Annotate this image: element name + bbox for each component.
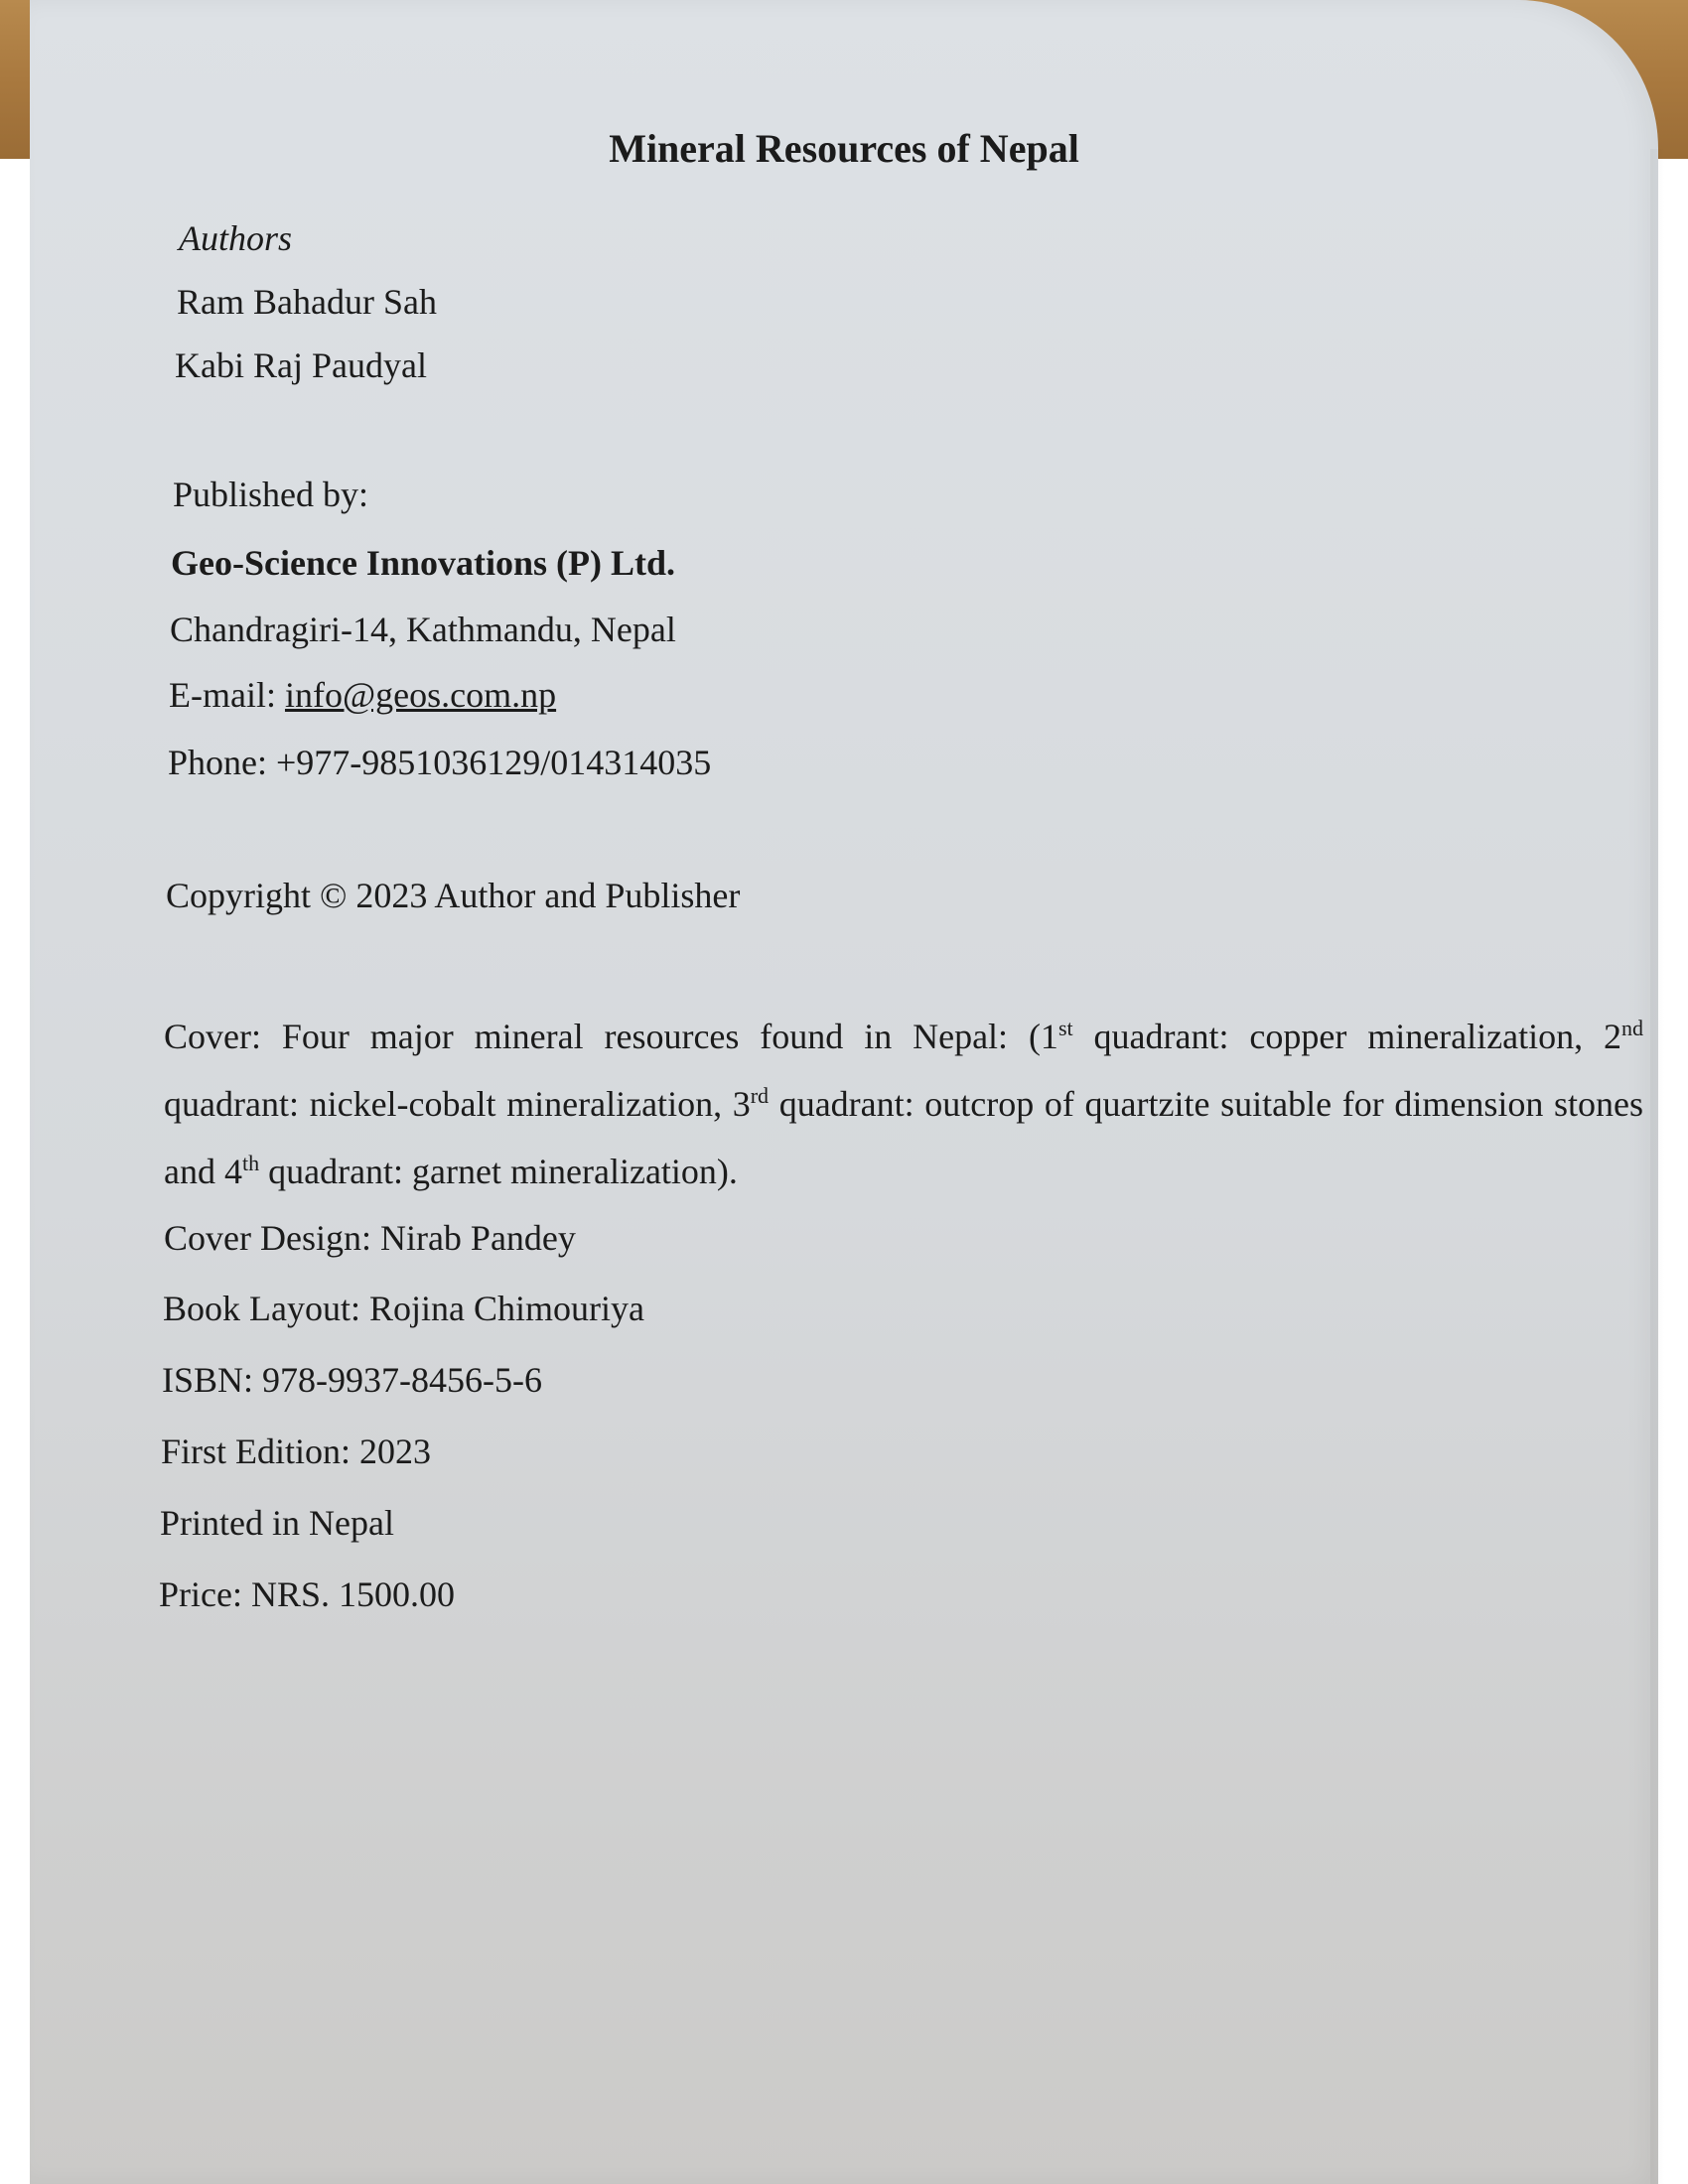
book-layout-credit: Book Layout: Rojina Chimouriya	[163, 1289, 644, 1328]
ordinal-suffix: rd	[750, 1083, 770, 1108]
publisher-name: Geo-Science Innovations (P) Ltd.	[171, 543, 675, 583]
cover-text: Cover: Four major mineral resources found in Nepal: (1	[164, 1017, 1058, 1056]
email-label: E-mail:	[169, 675, 285, 715]
printed-location: Printed in Nepal	[160, 1503, 394, 1543]
cover-text: quadrant: garnet mineralization).	[259, 1152, 738, 1191]
isbn: ISBN: 978-9937-8456-5-6	[162, 1360, 542, 1400]
cover-description	[164, 1003, 1643, 1205]
email-link[interactable]: info@geos.com.np	[284, 675, 557, 715]
ordinal-suffix: th	[241, 1151, 260, 1175]
cover-text: quadrant: copper mineralization, 2	[1072, 1017, 1622, 1056]
cover-text: quadrant: outcrop of quartzite suitable for dimension stones and 4	[164, 1084, 1643, 1191]
price: Price: NRS. 1500.00	[159, 1574, 456, 1614]
copyright-notice: Copyright © 2023 Author and Publisher	[166, 876, 741, 915]
cover-design-credit: Cover Design: Nirab Pandey	[164, 1218, 576, 1258]
authors-heading: Authors	[179, 218, 293, 258]
book-page	[30, 0, 1658, 2184]
book-title: Mineral Resources of Nepal	[609, 126, 1079, 171]
publisher-address: Chandragiri-14, Kathmandu, Nepal	[170, 610, 676, 649]
author-name: Ram Bahadur Sah	[177, 282, 437, 322]
author-name: Kabi Raj Paudyal	[175, 345, 427, 385]
published-by-label: Published by:	[173, 475, 369, 514]
cover-text: quadrant: nickel-cobalt mineralization, 3	[164, 1084, 751, 1124]
publisher-email-line	[169, 673, 556, 717]
ordinal-suffix: st	[1057, 1016, 1073, 1040]
ordinal-suffix: nd	[1621, 1016, 1644, 1040]
publisher-phone: Phone: +977-9851036129/014314035	[168, 743, 712, 782]
edition: First Edition: 2023	[161, 1432, 432, 1471]
